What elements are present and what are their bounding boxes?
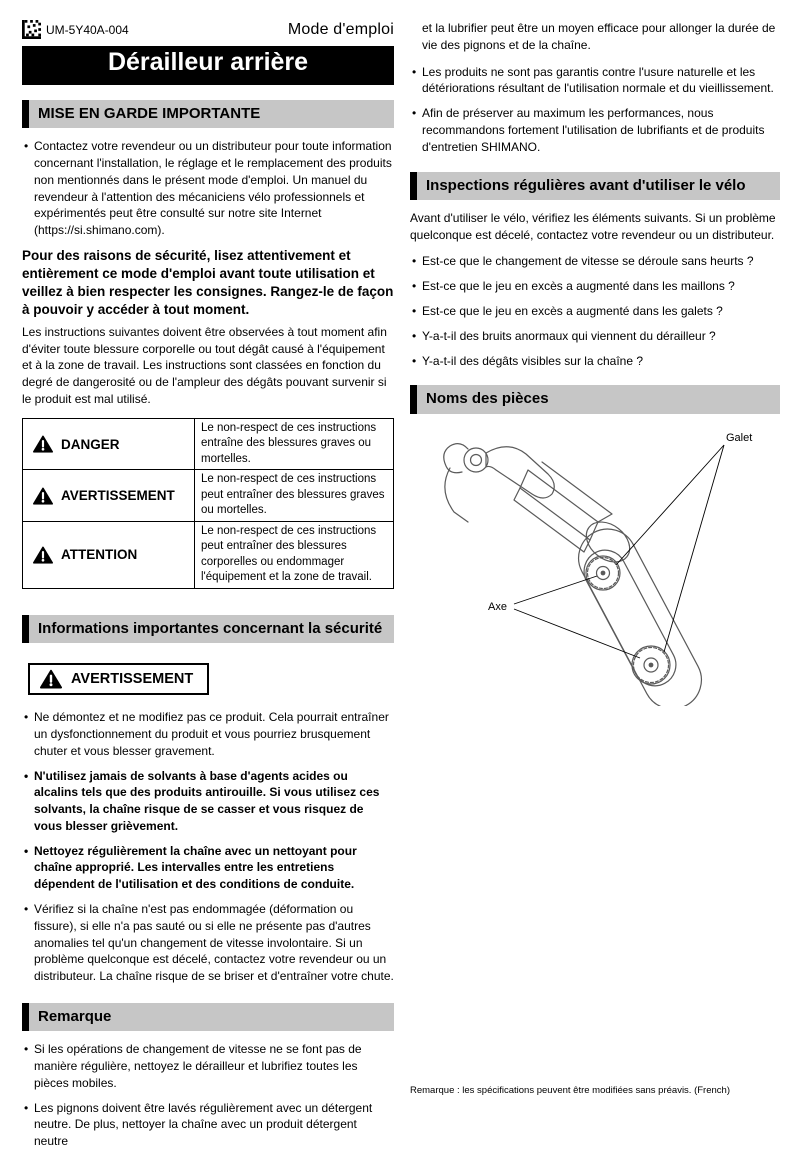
page-title: Dérailleur arrière: [22, 46, 394, 85]
left-column: [22, 20, 394, 1149]
notice-bullet: • Contactez votre revendeur ou un distributeur pour toute information concernant l'installation, le réglage et le remplacement des produits non mentionnés dans le présent mode d'emploi. Un manuel du revendeur à l'attention des mécaniciens vélo professionnels et expérimentés peut être consulté sur notre site Internet (https://si.shimano.com).: [22, 138, 394, 239]
list-item: • Ne démontez et ne modifiez pas ce produit. Cela pourrait entraîner un dysfonctionnement du produit et vous pourriez brusquement chuter et vous blesser gravement.: [22, 709, 394, 759]
inspections-intro: Avant d'utiliser le vélo, vérifiez les éléments suivants. Si un problème quelconque est décelé, contactez votre revendeur ou un distributeur.: [410, 210, 776, 242]
safety-statement: Pour des raisons de sécurité, lisez attentivement et entièrement ce mode d'emploi avant toute utilisation et veillez à bien respecter les consignes. Rangez-le de façon à pouvoir y accéder à tout moment.: [22, 247, 394, 317]
hazard-description: Le non-respect de ces instructions entraîne des blessures graves ou mortelles.: [195, 418, 394, 470]
important-notice-body: [22, 138, 394, 589]
list-item: • Y-a-t-il des dégâts visibles sur la chaîne ?: [410, 353, 780, 370]
part-label-galet: Galet: [726, 431, 753, 444]
doc-type-label: Mode d'emploi: [287, 21, 394, 38]
table-row-danger: [23, 418, 394, 470]
datamatrix-icon: [22, 20, 41, 39]
safety-bullet-list: [22, 709, 394, 985]
list-item: • N'utilisez jamais de solvants à base d'agents acides ou alcalins tels que des produits antirouille. Si vous utilisez ces solvants, la chaîne risque de se casser et vous risquez de vous blesser grièvement.: [22, 768, 394, 835]
leader-lines: [514, 445, 724, 658]
section-heading-remarque: Remarque: [22, 1003, 394, 1031]
part-label-axe: Axe: [488, 600, 507, 613]
remark-continuation: et la lubrifier peut être un moyen efficace pour allonger la durée de vie des pignons et de la chaîne.: [422, 21, 776, 52]
list-item: • Vérifiez si la chaîne n'est pas endommagée (déformation ou fissure), si elle n'a pas sauté ou si elle ne présente pas d'autres anomalies tel qu'un changement de vitesse involontaire. Si un problème quelconque est décelé, contactez votre revendeur ou un distributeur. La chaîne risque de se briser et d'entraîner votre chute.: [22, 901, 394, 985]
section-heading-inspections: Inspections régulières avant d'utiliser le vélo: [410, 172, 780, 200]
list-item: • Les produits ne sont pas garantis contre l'usure naturelle et les détériorations résultant de l'utilisation normale et du vieillissement.: [410, 64, 780, 98]
hazard-label: DANGER: [61, 436, 120, 452]
list-item: • Est-ce que le jeu en excès a augmenté dans les maillons ?: [410, 278, 780, 295]
list-item: • Est-ce que le jeu en excès a augmenté dans les galets ?: [410, 303, 780, 320]
list-item: • Nettoyez régulièrement la chaîne avec un nettoyant pour chaîne approprié. Les intervalles entre les entretiens dépendent de l'utilisation et des conditions de conduite.: [22, 843, 394, 893]
list-item: • Si les opérations de changement de vitesse ne se font pas de manière régulière, nettoyez le dérailleur et lubrifiez toutes les pièces mobiles.: [22, 1041, 394, 1091]
list-item: • Y-a-t-il des bruits anormaux qui viennent du dérailleur ?: [410, 328, 780, 345]
right-column: [410, 20, 780, 1134]
avertissement-label: AVERTISSEMENT: [71, 671, 194, 688]
hazard-description: Le non-respect de ces instructions peut entraîner des blessures corporelles ou endommager l'équipement et la zone de travail.: [195, 521, 394, 588]
hazard-label: ATTENTION: [61, 547, 138, 563]
list-item: • Afin de préserver au maximum les performances, nous recommandons fortement l'utilisation de lubrifiants et de produits d'entretien SHIMANO.: [410, 105, 780, 155]
list-item: • Est-ce que le changement de vitesse se déroule sans heurts ?: [410, 253, 780, 270]
inspections-bullet-list: [410, 253, 780, 369]
avertissement-box: [28, 663, 209, 695]
hazard-description: Le non-respect de ces instructions peut entraîner des blessures graves ou mortelles.: [195, 470, 394, 522]
warning-triangle-icon: [33, 487, 53, 505]
doc-code: UM-5Y40A-004: [46, 22, 129, 37]
table-row-attention: [23, 521, 394, 588]
section-heading-mise-en-garde: MISE EN GARDE IMPORTANTE: [22, 100, 394, 128]
warning-triangle-icon: [33, 435, 53, 453]
section-heading-noms-des-pieces: Noms des pièces: [410, 385, 780, 413]
derailleur-illustration: [410, 426, 770, 706]
warning-triangle-icon: [33, 546, 53, 564]
hazard-table: [22, 418, 394, 589]
remark-extra-bullets: [410, 64, 780, 156]
list-item: • Les pignons doivent être lavés régulièrement avec un détergent neutre. De plus, nettoyer la chaîne avec un produit détergent neutre: [22, 1100, 394, 1150]
hazard-label: AVERTISSEMENT: [61, 488, 175, 504]
document-id: [22, 20, 129, 39]
warning-triangle-icon: [40, 669, 62, 689]
parts-figure: [410, 426, 780, 706]
section-heading-informations-securite: Informations importantes concernant la sécurité: [22, 615, 394, 643]
document-header: [22, 20, 394, 39]
table-row-avertissement: [23, 470, 394, 522]
classification-note: Les instructions suivantes doivent être observées à tout moment afin d'éviter toute blessure corporelle ou tout dégât causé à l'équipement et à la zone de travail. Les instructions sont classées en fonction du degré de dangerosité ou de l'ampleur des dégâts pouvant survenir si le produit est mal utilisé.: [22, 324, 387, 406]
footer-note: Remarque : les spécifications peuvent être modifiées sans préavis. (French): [410, 1085, 730, 1096]
